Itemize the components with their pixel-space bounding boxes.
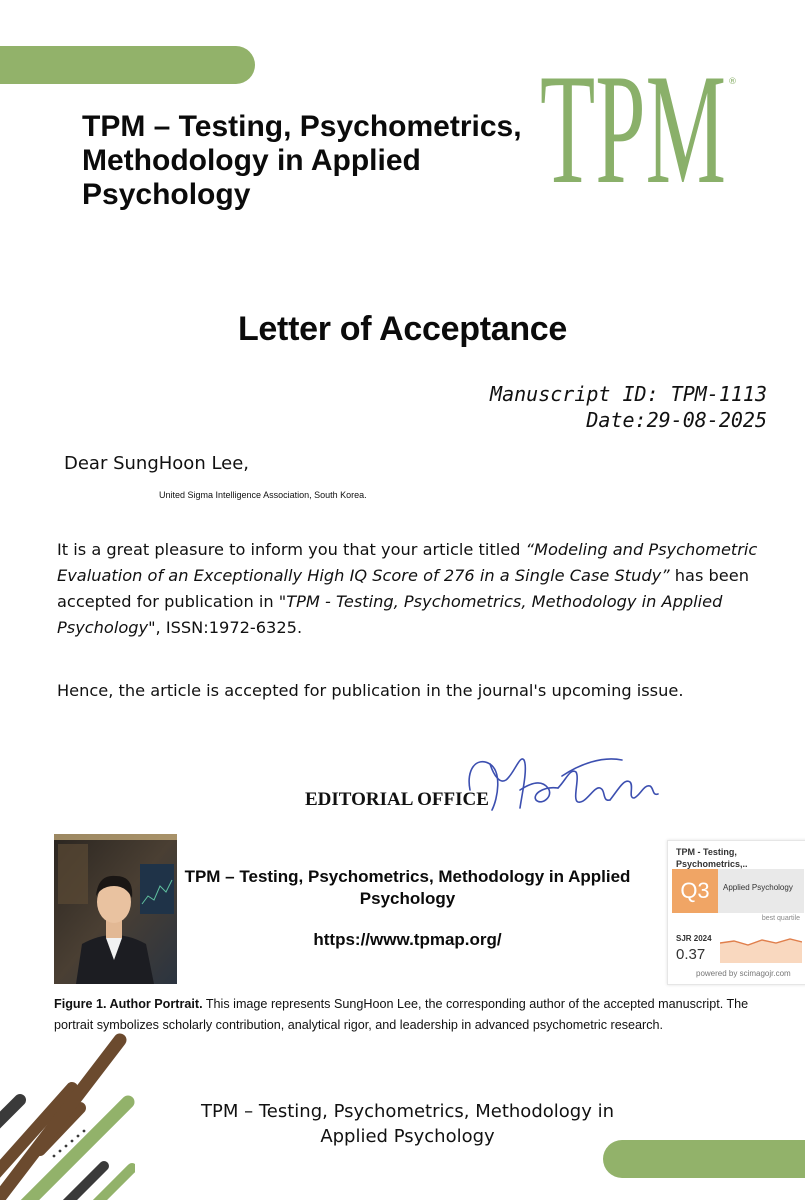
letter-date: Date:29-08-2025 [586, 408, 767, 432]
quartile-badge: Q3 [672, 869, 718, 913]
figure-caption [54, 994, 769, 1036]
tpm-logo [540, 58, 740, 188]
sjr-value: 0.37 [676, 946, 706, 963]
upcoming-issue-paragraph: Hence, the article is accepted for publication in the journal's upcoming issue. [57, 681, 684, 700]
sjr-widget[interactable] [667, 840, 805, 985]
category-label: Applied Psychology [723, 883, 793, 892]
author-affiliation: United Sigma Intelligence Association, South Korea. [159, 490, 367, 500]
top-decorative-bar [0, 46, 255, 84]
handwritten-signature [462, 750, 672, 820]
letter-title: Letter of Acceptance [237, 310, 568, 348]
manuscript-info [490, 381, 767, 433]
paragraph-text: has been accepted for publication in " [57, 566, 749, 611]
sjr-trend-chart [720, 925, 802, 963]
logo-registered-mark: ® [728, 77, 737, 87]
editorial-office: EDITORIAL OFFICE [305, 789, 489, 810]
journal-info-block [180, 866, 635, 950]
journal-name: TPM - Testing, Psychometrics, Methodology in Applied Psychology" [57, 592, 723, 637]
journal-url[interactable]: https://www.tpmap.org/ [313, 930, 502, 949]
sjr-year-label: SJR 2024 [676, 934, 712, 943]
decorative-stripes [0, 1030, 135, 1200]
manuscript-id: Manuscript ID: TPM-1113 [490, 382, 767, 406]
best-quartile-label: best quartile [761, 915, 800, 922]
salutation: Dear SungHoon Lee, [64, 453, 250, 474]
caption-label: Figure 1. Author Portrait. [54, 997, 203, 1011]
sjr-title: TPM - Testing, Psychometrics,.. [676, 847, 748, 869]
article-title: “Modeling and Psychometric Evaluation of an Exceptionally High IQ Score of 276 in a Single Case Study” [57, 540, 758, 585]
issn-text: , ISSN:1972-6325. [155, 618, 303, 637]
logo-text: TPM [540, 58, 726, 188]
bottom-decorative-bar [603, 1140, 805, 1178]
category-box [718, 869, 804, 922]
journal-title: TPM – Testing, Psychometrics, Methodology in Applied Psychology [82, 110, 522, 211]
powered-by: powered by scimagojr.com [696, 969, 791, 978]
author-portrait [54, 834, 177, 984]
caption-text: This image represents SungHoon Lee, the corresponding author of the accepted manuscript. The portrait symbolizes scholarly contribution, analytical rigor, and leadership in advanced psychometric research. [54, 997, 749, 1032]
paragraph-text: It is a great pleasure to inform you that your article titled [57, 540, 526, 559]
acceptance-paragraph [57, 537, 767, 641]
center-journal-name: TPM – Testing, Psychometrics, Methodology in Applied Psychology [184, 867, 631, 908]
footer-journal-name: TPM – Testing, Psychometrics, Methodology in Applied Psychology [201, 1101, 614, 1147]
